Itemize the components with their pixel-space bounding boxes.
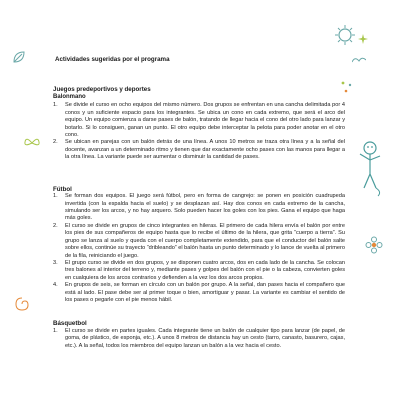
item-number: 4. — [53, 282, 58, 289]
item-text: El curso se divide en partes iguales. Cada integrante tiene un balón de cualquier tipo para lanzar (de papel, de goma, de plástico, de esponja, etc.). A unos 8 metros de distancia hay un cesto (tarro, canasto, basurero, cajas, etc.). A la señal, todos los miembros del equipo lanzan un balón a la vez hacia el cesto. — [65, 327, 345, 349]
section-juegos-predeportivos — [53, 86, 345, 161]
activity-list — [53, 328, 345, 350]
list-item — [53, 328, 345, 350]
item-number: 2. — [53, 222, 58, 229]
flower-doodle-icon — [365, 236, 383, 254]
swirl-doodle-icon — [14, 296, 30, 312]
bird-doodle-icon — [352, 56, 366, 64]
spacer — [53, 304, 345, 320]
section-futbol — [53, 186, 345, 305]
section-basquetbol — [53, 320, 345, 350]
spacer — [53, 162, 345, 186]
activity-list — [53, 102, 345, 161]
item-text: Se ubican en parejas con un balón detrás de una línea. A unos 10 metros se traza otra línea y a la señal del docente, avanzan a un determinado ritmo y tienen que dar exactamente ocho pases con las manos para llegar a la otra línea. La variante puede ser aumentar o disminuir la cantidad de pases. — [65, 139, 345, 161]
item-text: En grupos de seis, se forman en círculo con un balón por grupo. A la señal, dan pases hacia el compañero que está al lado. El pase debe ser al primer toque o bien, amortiguar y pasar. La variante es cambiar el sentido de los pases o pegarle con el pie menos hábil. — [65, 282, 345, 303]
section-heading: Básquetbol — [53, 320, 87, 328]
item-number: 1. — [53, 193, 58, 200]
item-number: 1. — [53, 102, 58, 109]
list-item — [53, 102, 345, 139]
document-page — [53, 56, 345, 350]
monkey-doodle-icon — [356, 140, 384, 198]
star-doodle-icon — [358, 34, 368, 44]
leaf-doodle-icon — [12, 50, 26, 64]
list-item — [53, 139, 345, 161]
item-text: El curso se divide en grupos de cinco integrantes en hileras. El primero de cada hilera envía el balón por entre los pies de sus compañeros de equipo hasta que lo recibe el último de la hilera, que grita “cuerpo a tierra”. Su grupo se lanza al suelo y queda con el cuerpo completamente extendido, para que el conductor del balón salte sobre ellos, continúe su trayecto “dribleando” el balón hasta un punto determinado y lo lance de vuelta al primero de la fila, reiniciando el juego. — [65, 222, 345, 259]
item-text: Se forman dos equipos. El juego será fútbol, pero en forma de cangrejo: se ponen en posición cuadrupeda invertida (con la espalda hacia el suelo) y se desplazan así. Hay dos conos en cada extremo de la cancha, simulando ser los arcos, y no hay arquero. Solo pueden hacer los goles con los pies. Gana el equipo que haga más goles. — [65, 193, 345, 222]
list-item — [53, 260, 345, 282]
section-heading: Fútbol — [53, 185, 72, 193]
list-item — [53, 193, 345, 223]
sun-doodle-icon — [334, 24, 356, 46]
item-text: Se divide el curso en ocho equipos del mismo número. Dos grupos se enfrentan en una cancha delimitada por 4 conos y un suficiente espacio para los integrantes. Se ubica un cono en cada extremo, que será el arco del equipo. Un equipo comienza a darse pases de balón, tratando de llegar hacia el cono del otro lado para lanzar y botarlo. Si lo consiguen, ganan un punto. El otro equipo debe interceptar la pelota para poder anotar en el otro cono. — [65, 102, 345, 139]
activity-list — [53, 193, 345, 304]
page-title: Actividades sugeridas por el programa — [55, 56, 170, 63]
list-item — [53, 223, 345, 260]
subheading-balonmano: Balonmano — [53, 94, 86, 100]
item-text: El grupo curso se divide en dos grupos, y se disponen cuatro arcos, dos en cada lado de la cancha. Se colocan tres balones al interior del terreno y, mediante pases y golpes del balón con el pie o la cabeza, convierten goles en cualquiera de los arcos contrarios y defienden a la vez los dos arcos propios. — [65, 259, 345, 281]
butterfly-doodle-icon — [24, 136, 40, 150]
item-number: 1. — [53, 327, 58, 334]
item-number: 3. — [53, 259, 58, 266]
list-item — [53, 282, 345, 304]
item-number: 2. — [53, 139, 58, 146]
section-heading: Juegos predeportivos y deportes — [53, 86, 151, 94]
